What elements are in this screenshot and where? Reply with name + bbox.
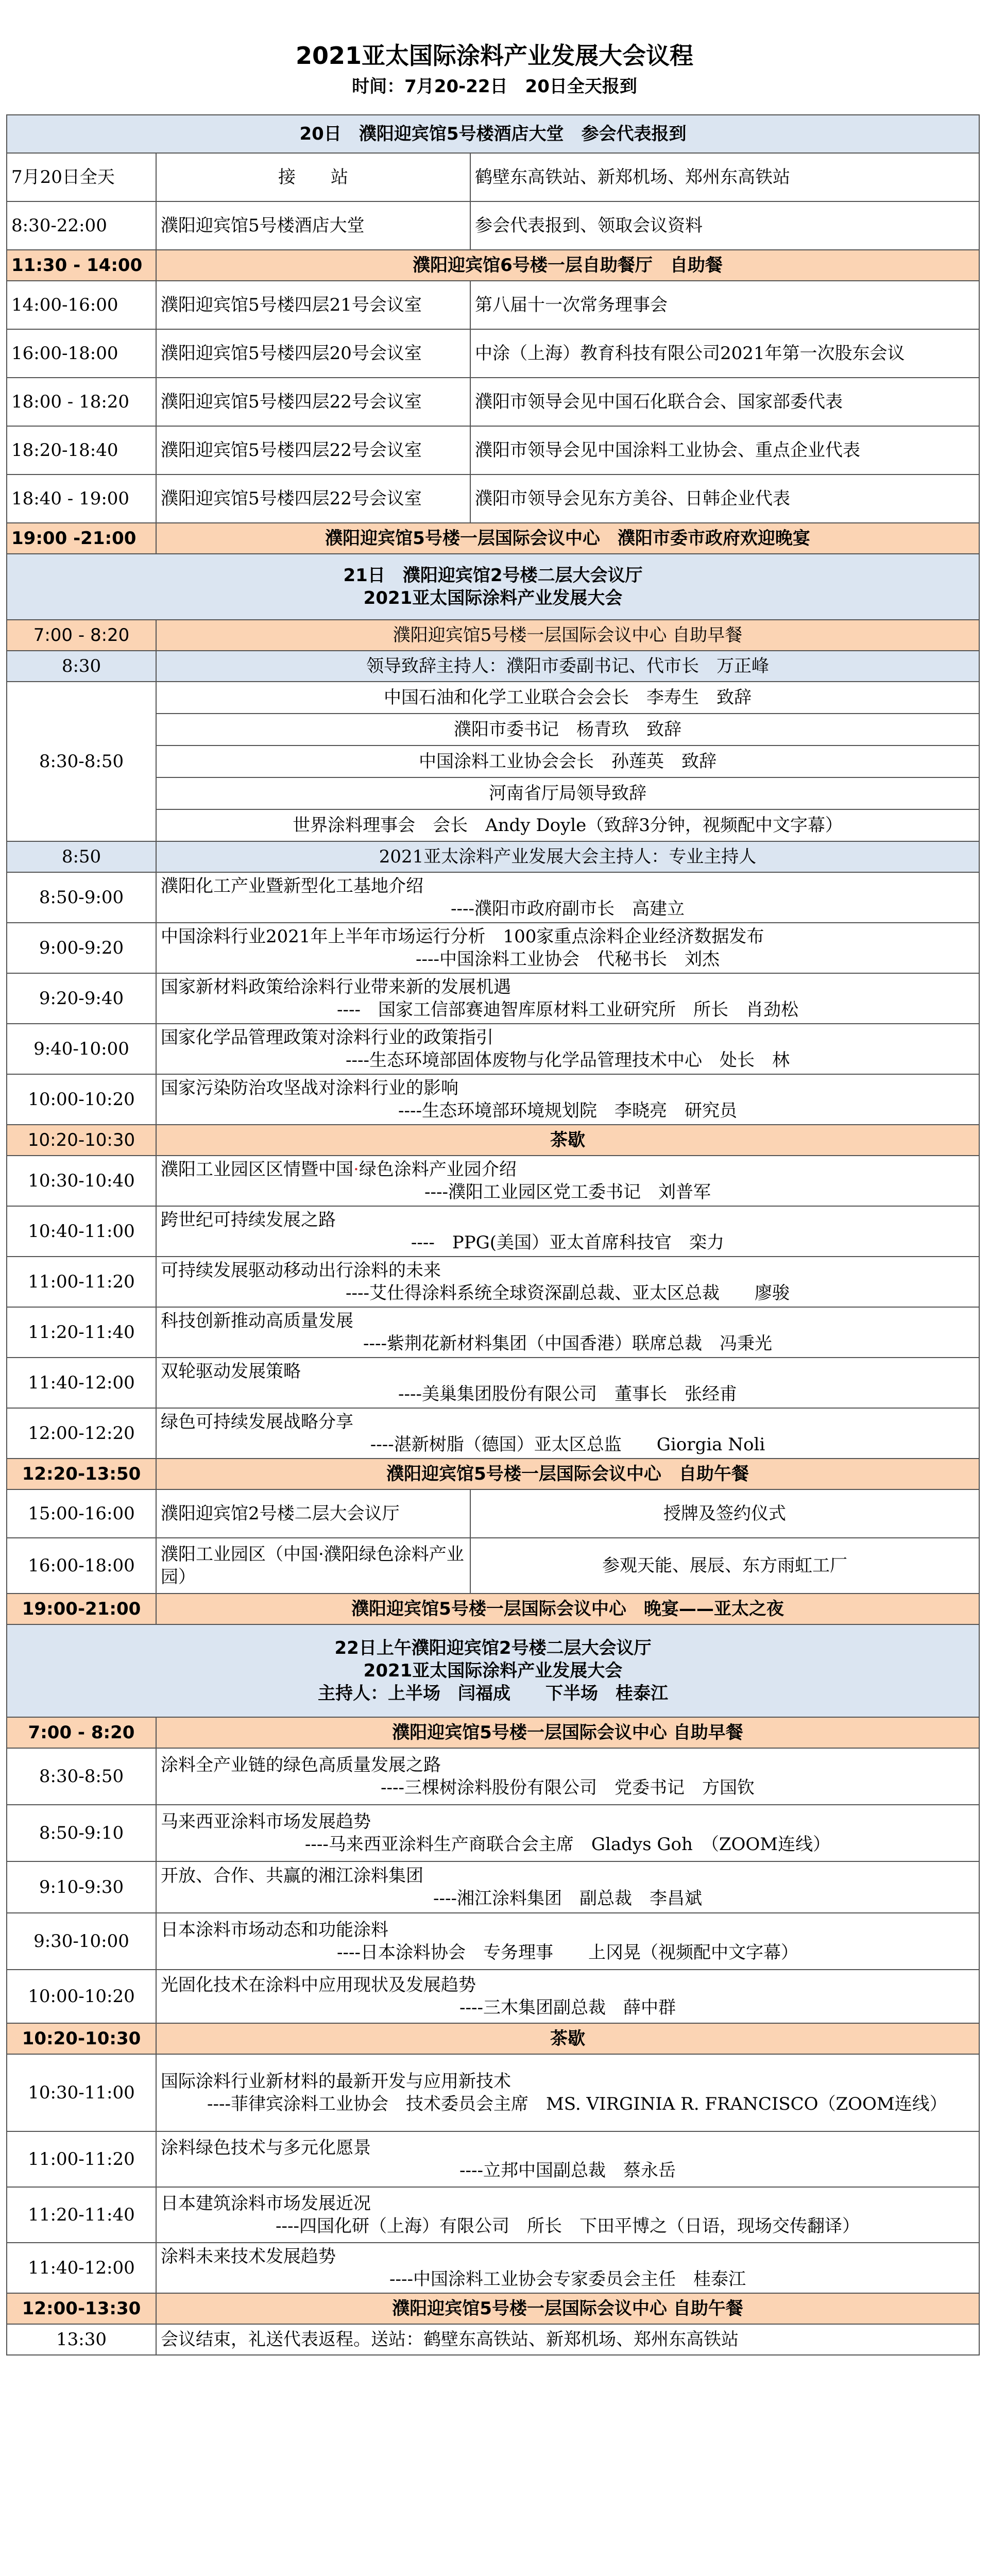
meal-text: 濮阳迎宾馆5号楼一层国际会议中心 自助早餐: [156, 1717, 979, 1748]
talk-speaker: ----三棵树涂料股份有限公司 党委书记 方国钦: [381, 1777, 755, 1798]
row-time: 8:30-22:00: [7, 201, 156, 250]
closing-text: 会议结束，礼送代表返程。送站：鹤壁东高铁站、新郑机场、郑州东高铁站: [156, 2324, 979, 2355]
talk-topic: 国家新材料政策给涂料行业带来新的发展机遇: [161, 977, 511, 997]
talk-speaker: ----美巢集团股份有限公司 董事长 张经甫: [398, 1384, 737, 1404]
row-event: 授牌及签约仪式: [470, 1489, 979, 1538]
talk-cell: [156, 2131, 979, 2187]
table-row: [7, 1074, 979, 1125]
talk-cell: [156, 1408, 979, 1459]
talk-topic: 国家污染防治攻坚战对涂料行业的影响: [161, 1078, 458, 1098]
meal-text: 濮阳迎宾馆6号楼一层自助餐厅 自助餐: [156, 250, 979, 281]
page-title: 2021亚太国际涂料产业发展大会议程: [295, 42, 694, 70]
talk-topic: 光固化技术在涂料中应用现状及发展趋势: [161, 1975, 476, 1995]
row-place: 濮阳工业园区（中国·濮阳绿色涂料产业园）: [156, 1538, 470, 1594]
talk-speaker: ----菲律宾涂料工业协会 技术委员会主席 MS. VIRGINIA R. FRANCISCO（ZOOM连线）: [207, 2094, 947, 2114]
row-place: 濮阳迎宾馆5号楼四层20号会议室: [156, 329, 470, 378]
row-place: 接 站: [156, 153, 470, 201]
row-time: 11:20-11:40: [7, 1307, 156, 1358]
meal-time: 7:00 - 8:20: [7, 620, 156, 651]
speech-item: 濮阳市委书记 杨青玖 致辞: [156, 714, 979, 745]
table-row: [7, 426, 979, 474]
talk-cell: [156, 1257, 979, 1307]
day22-banner-line2: 2021亚太国际涂料产业发展大会: [363, 1660, 623, 1681]
tea-text: 茶歇: [156, 1125, 979, 1156]
talk-topic: 日本涂料市场动态和功能涂料: [161, 1920, 388, 1940]
day20-banner: 20日 濮阳迎宾馆5号楼酒店大堂 参会代表报到: [7, 115, 979, 153]
table-row: [7, 1861, 979, 1913]
table-row: [7, 281, 979, 329]
row-time: 9:20-9:40: [7, 973, 156, 1024]
talk-speaker: ----中国涂料工业协会 代秘书长 刘杰: [416, 949, 720, 970]
row-time: 10:00-10:20: [7, 1970, 156, 2023]
table-row: [7, 2054, 979, 2131]
talk-topic-part-b: 绿色涂料产业园介绍: [359, 1159, 517, 1180]
table-row: [7, 1408, 979, 1459]
talk-topic: 双轮驱动发展策略: [161, 1361, 301, 1382]
row-time: 7月20日全天: [7, 153, 156, 201]
meal-text: 濮阳迎宾馆5号楼一层国际会议中心 自助午餐: [156, 1459, 979, 1489]
table-row: [7, 682, 979, 714]
day22-banner-line3: 主持人：上半场 闫福成 下半场 桂泰江: [318, 1683, 668, 1704]
session-time: 8:30: [7, 651, 156, 682]
talk-topic: 涂料绿色技术与多元化愿景: [161, 2138, 371, 2158]
row-event: 第八届十一次常务理事会: [470, 281, 979, 329]
meal-time: 7:00 - 8:20: [7, 1717, 156, 1748]
talk-topic: 马来西亚涂料市场发展趋势: [161, 1811, 371, 1832]
talk-cell: [156, 1358, 979, 1408]
table-row: [7, 2187, 979, 2243]
meal-row: [7, 250, 979, 281]
red-dot: ·: [353, 1159, 359, 1180]
talk-cell: [156, 872, 979, 923]
talk-topic: 涂料未来技术发展趋势: [161, 2246, 336, 2267]
row-time: 11:00-11:20: [7, 2131, 156, 2187]
talk-topic: 濮阳化工产业暨新型化工基地介绍: [161, 876, 423, 896]
row-time: 11:20-11:40: [7, 2187, 156, 2243]
table-row: [7, 1913, 979, 1970]
row-event: 濮阳市领导会见中国石化联合会、国家部委代表: [470, 378, 979, 426]
row-place: 濮阳迎宾馆2号楼二层大会议厅: [156, 1489, 470, 1538]
row-time: 8:50-9:00: [7, 872, 156, 923]
table-row: [7, 1024, 979, 1074]
row-event: 濮阳市领导会见中国涂料工业协会、重点企业代表: [470, 426, 979, 474]
talk-speaker: ---- 国家工信部赛迪智库原材料工业研究所 所长 肖劲松: [337, 999, 798, 1020]
talk-speaker: ----四国化研（上海）有限公司 所长 下田平博之（日语，现场交传翻译）: [276, 2216, 860, 2236]
talk-cell: [156, 1156, 979, 1206]
talk-topic: [161, 1158, 975, 1181]
talk-cell: [156, 1024, 979, 1074]
row-place: 濮阳迎宾馆5号楼四层21号会议室: [156, 281, 470, 329]
row-time: 10:40-11:00: [7, 1206, 156, 1257]
tea-time: 10:20-10:30: [7, 1125, 156, 1156]
talk-cell: [156, 1970, 979, 2023]
speech-item: 世界涂料理事会 会长 Andy Doyle（致辞3分钟，视频配中文字幕）: [156, 809, 979, 841]
talk-speaker: ----湛新树脂（德国）亚太区总监 Giorgia Noli: [370, 1434, 765, 1455]
meal-text: 濮阳迎宾馆5号楼一层国际会议中心 自助午餐: [156, 2293, 979, 2324]
row-event: 中涂（上海）教育科技有限公司2021年第一次股东会议: [470, 329, 979, 378]
table-row: [7, 153, 979, 201]
row-time: 18:20-18:40: [7, 426, 156, 474]
talk-topic: 国际涂料行业新材料的最新开发与应用新技术: [161, 2071, 511, 2092]
row-event: 鹤壁东高铁站、新郑机场、郑州东高铁站: [470, 153, 979, 201]
day21-banner-row: [7, 554, 979, 620]
table-row: [7, 923, 979, 973]
row-time: 11:00-11:20: [7, 1257, 156, 1307]
row-time: 9:30-10:00: [7, 1913, 156, 1970]
speech-item: 中国涂料工业协会会长 孙莲英 致辞: [156, 745, 979, 777]
talk-cell: [156, 2054, 979, 2131]
talk-cell: [156, 2243, 979, 2293]
row-time: 13:30: [7, 2324, 156, 2355]
talk-speaker: ----艾仕得涂料系统全球资深副总裁、亚太区总裁 廖骏: [346, 1283, 790, 1303]
talk-speaker: ----湘江涂料集团 副总裁 李昌斌: [433, 1888, 702, 1909]
row-time: 9:10-9:30: [7, 1861, 156, 1913]
table-row: [7, 1257, 979, 1307]
row-time: 10:30-10:40: [7, 1156, 156, 1206]
row-time: 14:00-16:00: [7, 281, 156, 329]
table-row: [7, 1206, 979, 1257]
tea-row: [7, 2023, 979, 2054]
row-event: 濮阳市领导会见东方美谷、日韩企业代表: [470, 474, 979, 523]
talk-speaker: ----濮阳工业园区党工委书记 刘普军: [424, 1182, 711, 1202]
talk-cell: [156, 973, 979, 1024]
day21-banner: [7, 554, 979, 620]
table-row: [7, 1970, 979, 2023]
page-subtitle: 时间：7月20-22日 20日全天报到: [352, 76, 637, 97]
speeches-time: 8:30-8:50: [7, 682, 156, 841]
table-row: [7, 2243, 979, 2293]
talk-topic: 跨世纪可持续发展之路: [161, 1210, 336, 1230]
tea-text: 茶歇: [156, 2023, 979, 2054]
table-row: [7, 1489, 979, 1538]
table-row: [7, 329, 979, 378]
talk-speaker: ----立邦中国副总裁 蔡永岳: [459, 2160, 676, 2181]
table-row: [7, 872, 979, 923]
row-time: 8:50-9:10: [7, 1805, 156, 1861]
row-time: 9:40-10:00: [7, 1024, 156, 1074]
day22-banner-row: [7, 1624, 979, 1717]
row-time: 16:00-18:00: [7, 329, 156, 378]
tea-row: [7, 1125, 979, 1156]
row-time: 11:40-12:00: [7, 1358, 156, 1408]
talk-cell: [156, 1748, 979, 1805]
row-time: 18:00 - 18:20: [7, 378, 156, 426]
meal-row: [7, 523, 979, 554]
row-time: 9:00-9:20: [7, 923, 156, 973]
talk-cell: [156, 1307, 979, 1358]
table-row: [7, 973, 979, 1024]
talk-topic: 可持续发展驱动移动出行涂料的未来: [161, 1260, 441, 1281]
session-text: 领导致辞主持人：濮阳市委副书记、代市长 万正峰: [156, 651, 979, 682]
row-place: 濮阳迎宾馆5号楼四层22号会议室: [156, 474, 470, 523]
row-time: 16:00-18:00: [7, 1538, 156, 1594]
meal-time: 11:30 - 14:00: [7, 250, 156, 281]
talk-speaker: ----日本涂料协会 专务理事 上冈晃（视频配中文字幕）: [337, 1942, 798, 1963]
talk-cell: [156, 1074, 979, 1125]
day22-banner: [7, 1624, 979, 1717]
day22-banner-line1: 22日上午濮阳迎宾馆2号楼二层大会议厅: [334, 1638, 652, 1658]
day21-banner-line2: 2021亚太国际涂料产业发展大会: [363, 588, 623, 608]
talk-cell: [156, 1805, 979, 1861]
talk-topic: 科技创新推动高质量发展: [161, 1311, 353, 1331]
row-place: 濮阳迎宾馆5号楼四层22号会议室: [156, 378, 470, 426]
talk-cell: [156, 1206, 979, 1257]
talk-speaker: ----紫荆花新材料集团（中国香港）联席总裁 冯秉光: [363, 1333, 772, 1354]
talk-cell: [156, 1913, 979, 1970]
row-event: 参会代表报到、领取会议资料: [470, 201, 979, 250]
table-row: [7, 1358, 979, 1408]
table-row: [7, 1538, 979, 1594]
talk-topic: 开放、合作、共赢的湘江涂料集团: [161, 1866, 423, 1886]
talk-topic: 国家化学品管理政策对涂料行业的政策指引: [161, 1027, 493, 1048]
table-row: [7, 474, 979, 523]
talk-topic: 涂料全产业链的绿色高质量发展之路: [161, 1755, 441, 1775]
table-row: [7, 2131, 979, 2187]
talk-topic-part-a: 濮阳工业园区区情暨中国: [161, 1159, 353, 1180]
meal-text: 濮阳迎宾馆5号楼一层国际会议中心 自助早餐: [156, 620, 979, 651]
talk-topic: 中国涂料行业2021年上半年市场运行分析 100家重点涂料企业经济数据发布: [161, 926, 764, 947]
table-row: [7, 1805, 979, 1861]
meal-text: 濮阳迎宾馆5号楼一层国际会议中心 晚宴——亚太之夜: [156, 1594, 979, 1624]
talk-cell: [156, 2187, 979, 2243]
table-row: [7, 1156, 979, 1206]
talk-cell: [156, 923, 979, 973]
talk-cell: [156, 1861, 979, 1913]
row-time: 11:40-12:00: [7, 2243, 156, 2293]
meal-time: 12:20-13:50: [7, 1459, 156, 1489]
talk-speaker: ----濮阳市政府副市长 高建立: [451, 899, 685, 919]
talk-speaker: ----马来西亚涂料生产商联合会主席 Gladys Goh （ZOOM连线）: [304, 1834, 831, 1855]
day20-banner-row: [7, 115, 979, 153]
row-time: 15:00-16:00: [7, 1489, 156, 1538]
meal-text: 濮阳迎宾馆5号楼一层国际会议中心 濮阳市委市政府欢迎晚宴: [156, 523, 979, 554]
row-time: 12:00-12:20: [7, 1408, 156, 1459]
row-time: 18:40 - 19:00: [7, 474, 156, 523]
tea-time: 10:20-10:30: [7, 2023, 156, 2054]
row-time: 10:00-10:20: [7, 1074, 156, 1125]
row-time: 8:30-8:50: [7, 1748, 156, 1805]
row-time: 10:30-11:00: [7, 2054, 156, 2131]
table-row: [7, 1307, 979, 1358]
table-row: [7, 1748, 979, 1805]
meal-row: [7, 2293, 979, 2324]
row-event: 参观天能、展辰、东方雨虹工厂: [470, 1538, 979, 1594]
talk-speaker: ----中国涂料工业协会专家委员会主任 桂泰江: [389, 2269, 746, 2290]
row-place: 濮阳迎宾馆5号楼酒店大堂: [156, 201, 470, 250]
meal-time: 12:00-13:30: [7, 2293, 156, 2324]
speech-item: 河南省厅局领导致辞: [156, 777, 979, 809]
table-row: [7, 201, 979, 250]
day21-banner-line1: 21日 濮阳迎宾馆2号楼二层大会议厅: [343, 565, 643, 586]
talk-speaker: ----生态环境部固体废物与化学品管理技术中心 处长 林: [346, 1050, 790, 1071]
meal-row: [7, 1594, 979, 1624]
speech-item: 中国石油和化学工业联合会会长 李寿生 致辞: [156, 682, 979, 714]
meal-time: 19:00-21:00: [7, 1594, 156, 1624]
talk-speaker: ----三木集团副总裁 薛中群: [459, 1997, 676, 2018]
meal-row: [7, 620, 979, 651]
session-row: [7, 841, 979, 872]
row-place: 濮阳迎宾馆5号楼四层22号会议室: [156, 426, 470, 474]
session-text: 2021亚太涂料产业发展大会主持人：专业主持人: [156, 841, 979, 872]
talk-speaker: ----生态环境部环境规划院 李晓亮 研究员: [398, 1100, 737, 1121]
table-row: [7, 378, 979, 426]
table-row: [7, 2324, 979, 2355]
meal-time: 19:00 -21:00: [7, 523, 156, 554]
session-time: 8:50: [7, 841, 156, 872]
session-row: [7, 651, 979, 682]
talk-topic: 绿色可持续发展战略分享: [161, 1412, 353, 1432]
talk-speaker: ---- PPG(美国）亚太首席科技官 栾力: [411, 1232, 725, 1253]
meal-row: [7, 1459, 979, 1489]
meal-row: [7, 1717, 979, 1748]
agenda-table: [6, 114, 980, 2355]
talk-topic: 日本建筑涂料市场发展近况: [161, 2193, 371, 2214]
